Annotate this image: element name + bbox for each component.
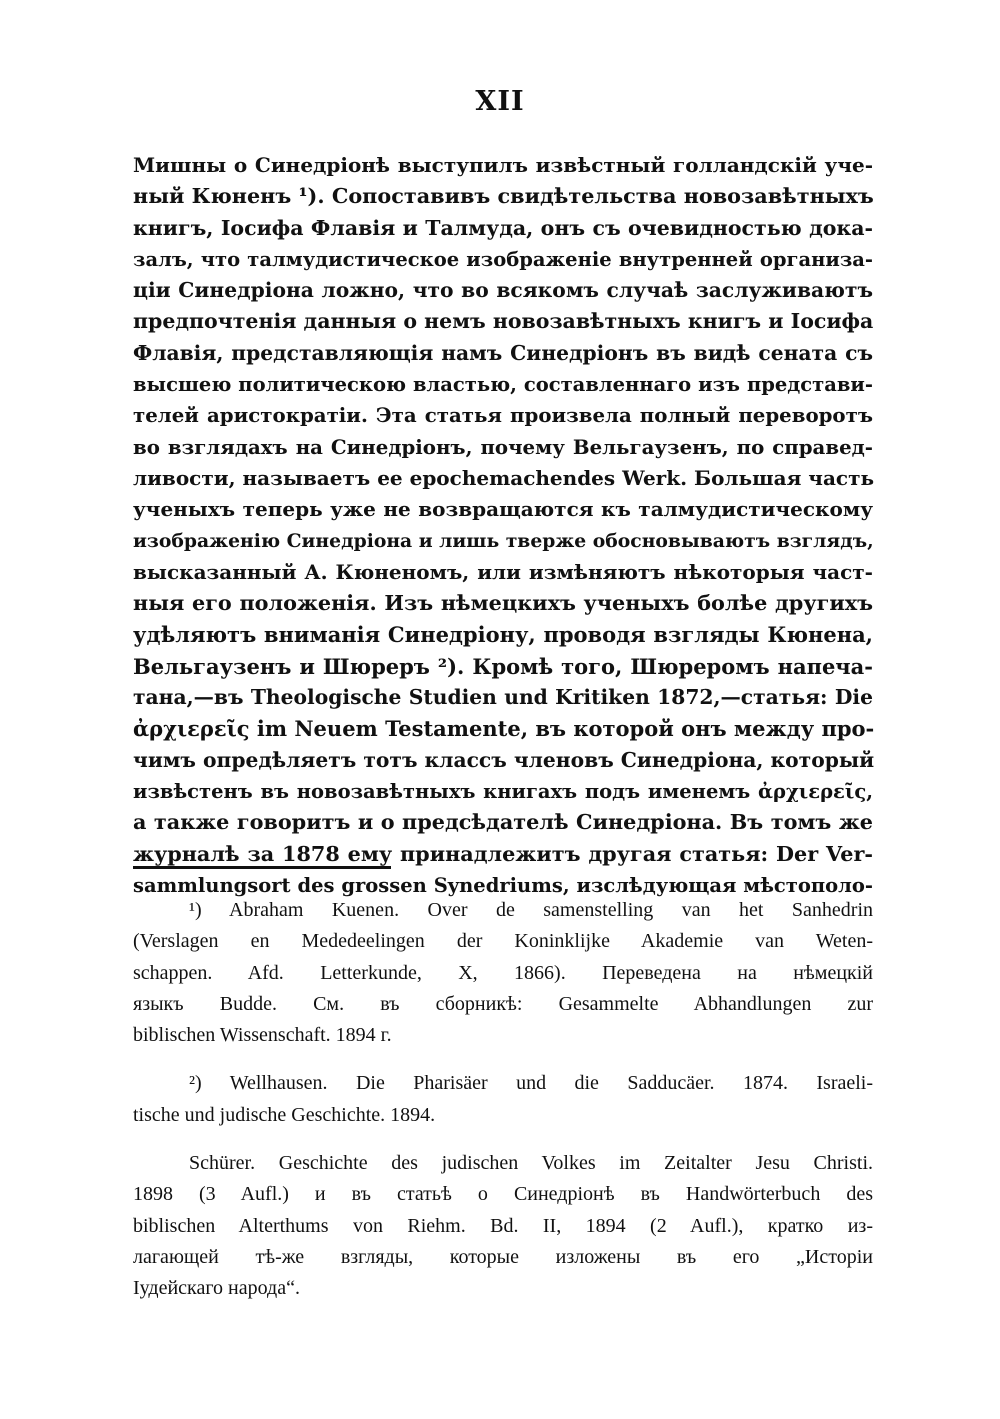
footnote-line: tische und judische Geschichte. 1894. bbox=[133, 1103, 436, 1126]
text-line: изображенію Синедріона и лишь тверже обосновываютъ взглядъ, bbox=[133, 529, 874, 552]
text-line: залъ, что талмудистическое изображеніе внутренней организа- bbox=[133, 247, 873, 271]
footnote-line: biblischen Wissenschaft. 1894 г. bbox=[133, 1024, 392, 1047]
text-line: телей аристократіи. Эта статья произвела полный переворотъ bbox=[133, 403, 873, 428]
footnote-1 bbox=[133, 895, 873, 1051]
footnote-2 bbox=[133, 1068, 873, 1131]
text-line: Мишны о Синедріонѣ выступилъ извѣстный голландскій уче- bbox=[133, 153, 873, 177]
text-line: ἀρχιερεῖς im Neuem Testamente, въ которой онъ между про- bbox=[133, 716, 875, 742]
text-line: ціи Синедріона ложно, что во всякомъ случаѣ заслуживаютъ bbox=[133, 278, 873, 303]
text-line: удѣляютъ вниманія Синедріону, проводя взгляды Кюнена, bbox=[133, 622, 873, 648]
footnote-line: schappen. Afd. Letterkunde, X, 1866). Переведена на нѣмецкій bbox=[133, 961, 873, 984]
page-number: XII bbox=[475, 86, 525, 117]
text-line: книгъ, Іосифа Флавія и Талмуда, онъ съ очевидностью дока- bbox=[133, 215, 873, 240]
text-line: журналѣ за 1878 ему принадлежитъ другая статья: Der Ver- bbox=[133, 841, 873, 866]
text-line: ученыхъ теперь уже не возвращаются къ талмудистическому bbox=[133, 497, 873, 522]
text-line: чимъ опредѣляетъ тотъ классъ членовъ Синедріона, который bbox=[133, 747, 875, 772]
footnote-line: Schürer. Geschichte des judischen Volkes im Zeitalter Jesu Christi. bbox=[189, 1152, 873, 1175]
footnote-separator bbox=[133, 866, 391, 869]
footnote-line: ²) Wellhausen. Die Pharisäer und die Sadducäer. 1874. Israeli- bbox=[189, 1072, 873, 1095]
footnote-line: biblischen Alterthums von Riehm. Bd. II, 1894 (2 Aufl.), кратко из- bbox=[133, 1214, 873, 1237]
footnote-3 bbox=[133, 1148, 873, 1304]
text-line: тана,—въ Theologische Studien und Kritiken 1872,—статья: Die bbox=[133, 685, 873, 710]
text-line: ливости, называетъ ее epochemachendes Werk. Большая часть bbox=[133, 465, 875, 490]
text-line: во взглядахъ на Синедріонъ, почему Вельгаузенъ, по справед- bbox=[133, 434, 873, 459]
footnote-line: Іудейскаго народа“. bbox=[133, 1277, 300, 1300]
text-line: ныя его положенія. Изъ нѣмецкихъ ученыхъ болѣе другихъ bbox=[133, 591, 873, 616]
footnotes bbox=[133, 895, 873, 1305]
footnote-gap bbox=[133, 1131, 873, 1148]
text-line: предпочтенія данныя о немъ новозавѣтныхъ книгъ и Іосифа bbox=[133, 309, 874, 334]
footnote-line: ¹) Abraham Kuenen. Over de samenstelling van het Sanhedrin bbox=[189, 899, 873, 921]
footnote-line: (Verslagen en Mededeelingen der Koninklijke Akademie van Weten- bbox=[133, 930, 873, 953]
text-line: ный Кюненъ ¹). Сопоставивъ свидѣтельства новозавѣтныхъ bbox=[133, 184, 874, 209]
text-line: высказанный А. Кюненомъ, или измѣняютъ нѣкоторыя част- bbox=[133, 559, 873, 584]
footnote-gap bbox=[133, 1051, 873, 1068]
text-line: высшею политическою властью, составленнаго изъ представи- bbox=[133, 373, 873, 397]
footnote-line: языкъ Budde. См. въ сборникѣ: Gesammelte Abhandlungen zur bbox=[133, 992, 873, 1015]
main-text bbox=[133, 150, 873, 901]
text-line: извѣстенъ въ новозавѣтныхъ книгахъ подъ именемъ ἀρχιερεῖς, bbox=[133, 779, 873, 803]
footnote-line: 1898 (3 Aufl.) и въ статьѣ о Синедріонѣ въ Handwörterbuch des bbox=[133, 1183, 873, 1206]
text-line: Флавія, представляющія намъ Синедріонъ въ видѣ сената съ bbox=[133, 340, 873, 365]
text-line: а также говоритъ и о предсѣдателѣ Синедріона. Въ томъ же bbox=[133, 810, 873, 835]
text-line: Вельгаузенъ и Шюреръ ²). Кромѣ того, Шюреромъ напеча- bbox=[133, 653, 873, 679]
text-line: sammlungsort des grossen Synedriums, изслѣдующая мѣстополо- bbox=[133, 873, 873, 897]
footnote-line: лагающей тѣ-же взгляды, которые изложены въ его „Исторіи bbox=[133, 1245, 873, 1268]
